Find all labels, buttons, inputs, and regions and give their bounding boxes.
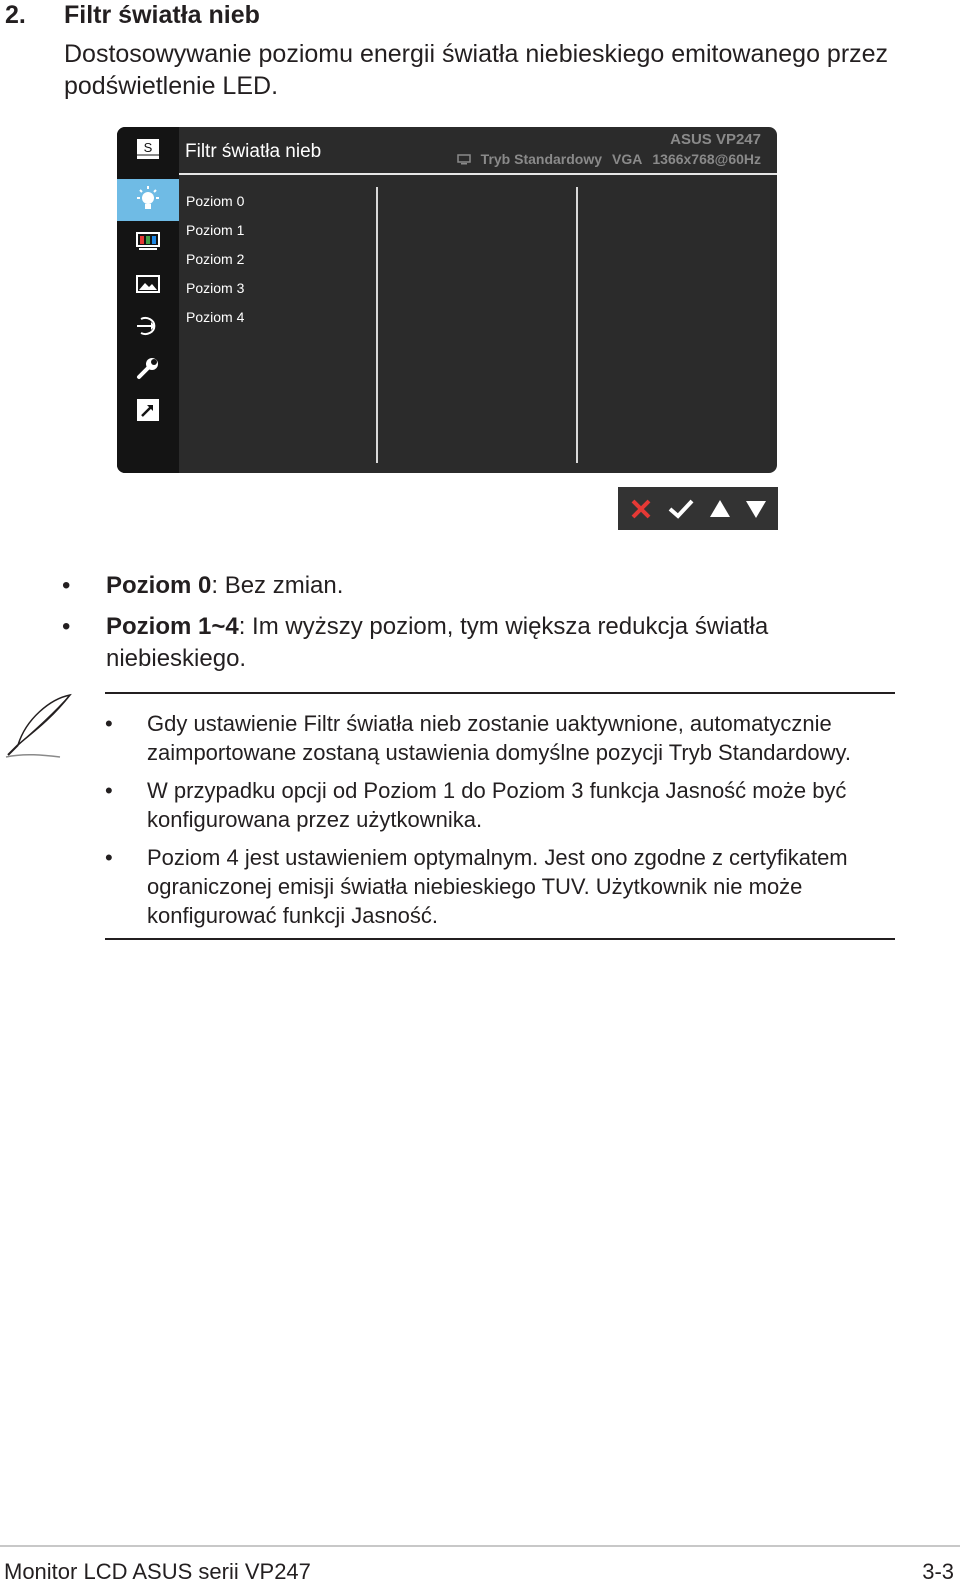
note-text: Poziom 4 jest ustawieniem optymalnym. Jest ono zgodne z certyfikatem ograniczonej emisji światła niebieskiego TUV. Użytkownik nie może konfigurować funkcji Jasność. xyxy=(147,845,848,928)
osd-header xyxy=(179,127,777,175)
note-item: • Gdy ustawienie Filtr światła nieb zostanie uaktywnione, automatycznie zaimportowane zostaną ustawienia domyślne pozycji Tryb Standardowy. xyxy=(105,709,895,767)
status-input: VGA xyxy=(612,151,643,167)
status-resolution: 1366x768@60Hz xyxy=(652,151,761,167)
menu-item-poziom-0[interactable]: Poziom 0 xyxy=(186,193,245,209)
up-arrow-icon[interactable] xyxy=(709,499,731,519)
check-icon[interactable] xyxy=(667,497,695,521)
bullet-text: : Im wyższy poziom, tym większa redukcja światła niebieskiego. xyxy=(106,613,769,672)
image-icon[interactable] xyxy=(117,263,179,305)
note-item: • Poziom 4 jest ustawieniem optymalnym. Jest ono zgodne z certyfikatem ograniczonej emisji światła niebieskiego TUV. Użytkownik nie może konfigurować funkcji Jasność. xyxy=(105,843,895,930)
menu-item-poziom-3[interactable]: Poziom 3 xyxy=(186,280,245,296)
down-arrow-icon[interactable] xyxy=(745,499,767,519)
monitor-icon xyxy=(457,154,471,165)
note-bottom-rule xyxy=(105,938,895,940)
osd-menu-list xyxy=(186,193,244,338)
bullet-item: • Poziom 0: Bez zmian. xyxy=(62,572,344,599)
section-description: Dostosowywanie poziomu energii światła niebieskiego emitowanego przez podświetlenie LED. xyxy=(64,40,889,100)
menu-item-poziom-4[interactable]: Poziom 4 xyxy=(186,309,245,325)
note-text: W przypadku opcji od Poziom 1 do Poziom 3 funkcja Jasność może być konfigurowana przez użytkownika. xyxy=(147,778,847,832)
bullet-term: Poziom 1~4 xyxy=(106,613,239,640)
bluelight-icon[interactable] xyxy=(117,179,179,221)
menu-item-poziom-2[interactable]: Poziom 2 xyxy=(186,251,245,267)
menu-item-poziom-1[interactable]: Poziom 1 xyxy=(186,222,245,238)
footer-title: Monitor LCD ASUS serii VP247 xyxy=(4,1559,311,1584)
close-icon[interactable] xyxy=(629,497,653,521)
note-top-rule xyxy=(105,692,895,694)
osd-menu xyxy=(117,127,777,473)
section-title: Filtr światła nieb xyxy=(64,1,260,29)
status-mode: Tryb Standardowy xyxy=(480,151,603,167)
bullet-item: • Poziom 1~4: Im wyższy poziom, tym większa redukcja światła niebieskiego. xyxy=(62,613,769,672)
input-icon[interactable] xyxy=(117,305,179,347)
note-item: • W przypadku opcji od Poziom 1 do Poziom 3 funkcja Jasność może być konfigurowana przez użytkownika. xyxy=(105,776,895,834)
splendid-logo-letter: S xyxy=(143,140,153,155)
osd-model: ASUS VP247 xyxy=(670,131,761,148)
osd-sidebar xyxy=(117,127,179,473)
shortcut-icon[interactable] xyxy=(117,389,179,431)
footer-rule xyxy=(0,1545,960,1547)
note-text: Gdy ustawienie Filtr światła nieb zostanie uaktywnione, automatycznie zaimportowane zostaną ustawienia domyślne pozycji Tryb Standardowy. xyxy=(147,711,851,765)
bullet-term: Poziom 0 xyxy=(106,572,212,599)
color-icon[interactable] xyxy=(117,221,179,263)
note-feather-icon xyxy=(4,693,74,763)
section-number: 2. xyxy=(5,1,26,29)
splendid-logo-icon xyxy=(137,139,159,159)
osd-status xyxy=(457,151,761,167)
osd-title: Filtr światła nieb xyxy=(185,141,322,162)
column-divider xyxy=(376,187,378,463)
column-divider xyxy=(576,187,578,463)
bullet-text: : Bez zmian. xyxy=(211,572,344,599)
page-number: 3-3 xyxy=(922,1559,954,1584)
osd-button-bar xyxy=(618,487,778,530)
wrench-icon[interactable] xyxy=(117,347,179,389)
